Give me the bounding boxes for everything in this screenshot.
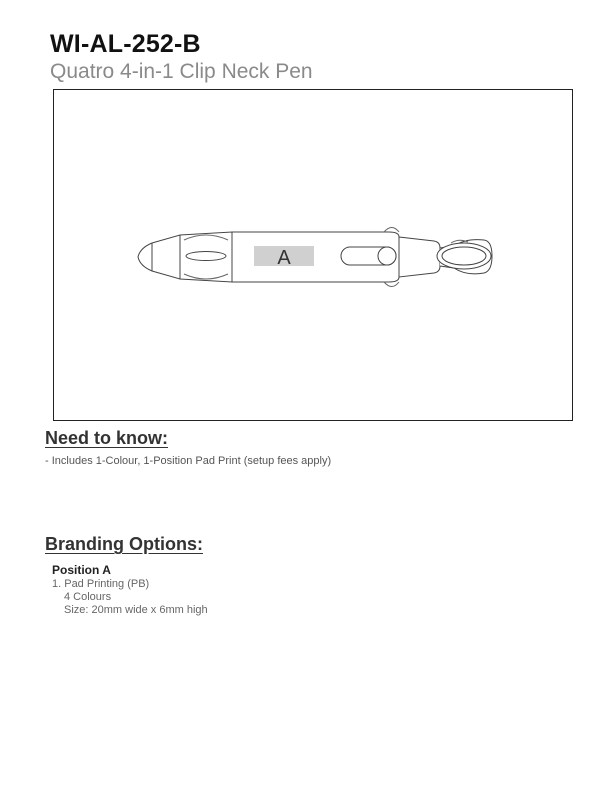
need-to-know-title: Need to know:: [45, 428, 169, 448]
branding-options-title: Branding Options:: [45, 534, 203, 554]
branding-colours: 4 Colours: [64, 591, 112, 603]
pen-drawing: [54, 90, 574, 422]
product-drawing-frame: [53, 89, 573, 421]
product-name: Quatro 4-in-1 Clip Neck Pen: [50, 60, 313, 83]
branding-size: Size: 20mm wide x 6mm high: [64, 604, 208, 616]
product-code: WI-AL-252-B: [50, 30, 201, 58]
need-to-know-line: - Includes 1-Colour, 1-Position Pad Print (setup fees apply): [45, 455, 332, 467]
pen-tip: [138, 235, 180, 279]
pen-end-cap: [399, 237, 440, 277]
branding-method: 1. Pad Printing (PB): [52, 578, 150, 590]
branding-position-title: Position A: [52, 563, 111, 577]
print-area-a-label: A: [277, 247, 291, 269]
grip-window: [186, 252, 226, 261]
